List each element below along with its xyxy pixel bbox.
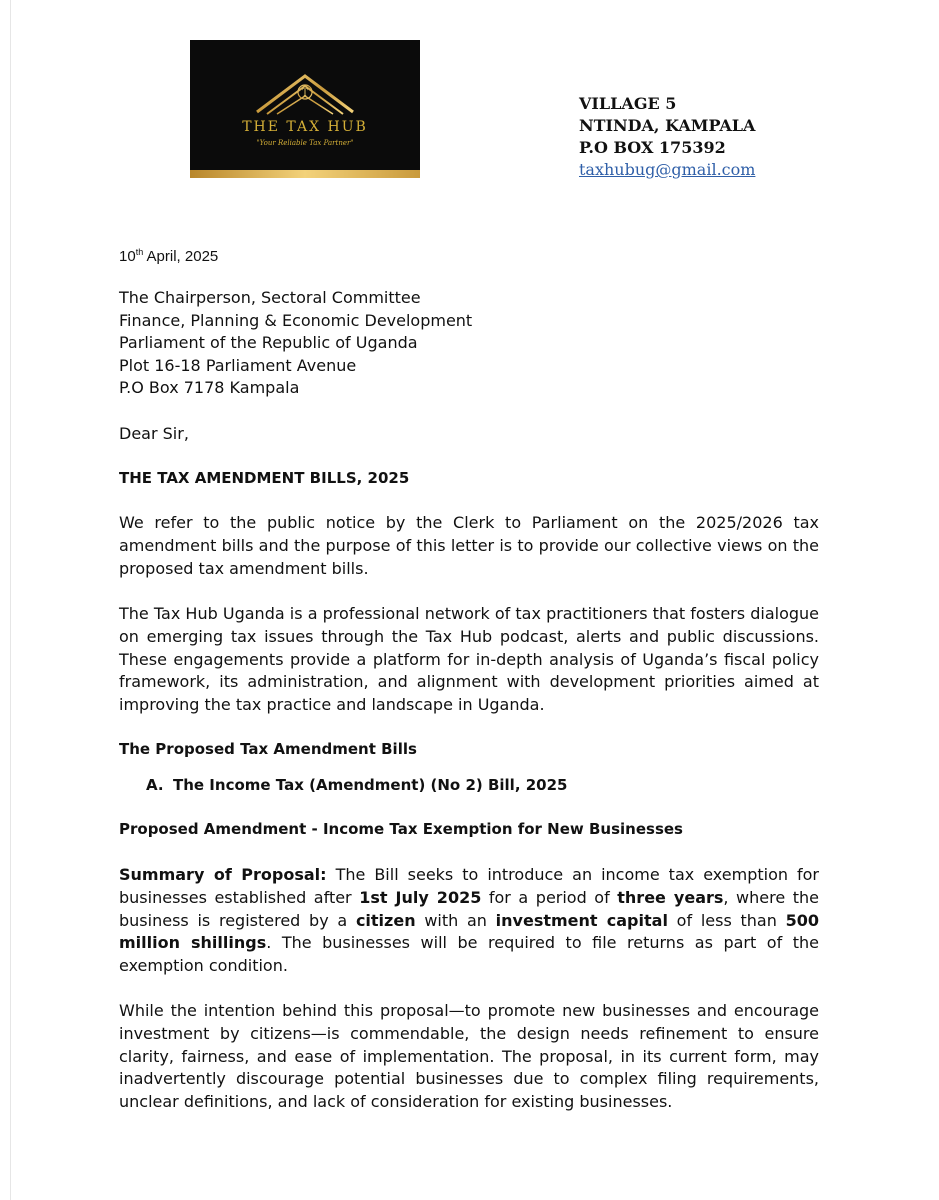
bill-list-item (146, 776, 568, 794)
date-day: 10 (119, 248, 136, 265)
subject-heading: THE TAX AMENDMENT BILLS, 2025 (119, 469, 410, 487)
email-link[interactable]: taxhubug@gmail.com (579, 160, 756, 179)
date-suffix: th (135, 247, 144, 257)
intro-paragraph: We refer to the public notice by the Clerk to Parliament on the 2025/2026 tax amendment bills and the purpose of this letter is to provide our collective views on the proposed tax amendment bills. (119, 513, 819, 578)
logo-emblem-letter: T (301, 88, 309, 99)
recipient-address (119, 287, 472, 400)
logo-gold-bar (190, 170, 420, 178)
recipient-line: Parliament of the Republic of Uganda (119, 333, 418, 352)
sender-address (579, 93, 755, 181)
address-line: VILLAGE 5 (579, 94, 677, 113)
summary-bold: 500 million shillings (119, 910, 819, 953)
address-line: NTINDA, KAMPALA (579, 116, 756, 135)
about-paragraph: The Tax Hub Uganda is a professional network of tax practitioners that fosters dialogue on emerging tax issues through the Tax Hub podcast, alerts and public discussions. These engagements provide a platform for in-depth analysis of Uganda’s fiscal policy framework, its administration, and alignment with development priorities aimed at improving the tax practice and landscape in Uganda. (119, 604, 819, 715)
summary-text: with an (415, 910, 496, 930)
recipient-line: The Chairperson, Sectoral Committee (119, 288, 421, 307)
summary-text: for a period of (481, 887, 618, 907)
page-edge (10, 0, 11, 1200)
recipient-line: Plot 16-18 Parliament Avenue (119, 355, 357, 375)
amendment-heading: Proposed Amendment - Income Tax Exemption for New Businesses (119, 820, 683, 838)
bill-title: The Income Tax (Amendment) (No 2) Bill, 2025 (173, 776, 568, 794)
logo-tagline: "Your Reliable Tax Partner" (256, 139, 354, 147)
recipient-line: P.O Box 7178 Kampala (119, 378, 300, 397)
summary-bold: three years (617, 887, 724, 907)
recipient-line: Finance, Planning & Economic Development (119, 310, 473, 330)
section-heading: The Proposed Tax Amendment Bills (119, 740, 417, 758)
summary-paragraph (119, 864, 819, 978)
summary-text: , where the business is registered by a (119, 887, 819, 930)
list-marker: A. (146, 776, 164, 794)
summary-text: . The businesses will be required to file returns as part of the exemption condition. (119, 933, 819, 976)
summary-text: The Bill seeks to introduce an income tax exemption for businesses established after (119, 865, 819, 907)
summary-label: Summary of Proposal: (119, 865, 327, 884)
summary-bold: 1st July 2025 (359, 887, 482, 907)
letter-date (119, 247, 218, 265)
address-line: P.O BOX 175392 (579, 138, 726, 157)
roof-emblem-icon (253, 70, 357, 118)
summary-bold: investment capital (495, 910, 668, 930)
summary-bold: citizen (355, 910, 416, 930)
summary-text: of less than (667, 910, 786, 930)
tax-hub-logo (190, 40, 420, 178)
closing-paragraph: While the intention behind this proposal—to promote new businesses and encourage investment by citizens—is commendable, the design needs refinement to ensure clarity, fairness, and ease of implementation. The proposal, in its current form, may inadvertently discourage potential businesses due to complex filing requirements, unclear definitions, and lack of consideration for existing businesses. (119, 1001, 819, 1112)
logo-title: THE TAX HUB (242, 119, 368, 135)
date-rest: April, 2025 (143, 248, 219, 265)
salutation: Dear Sir, (119, 424, 189, 443)
